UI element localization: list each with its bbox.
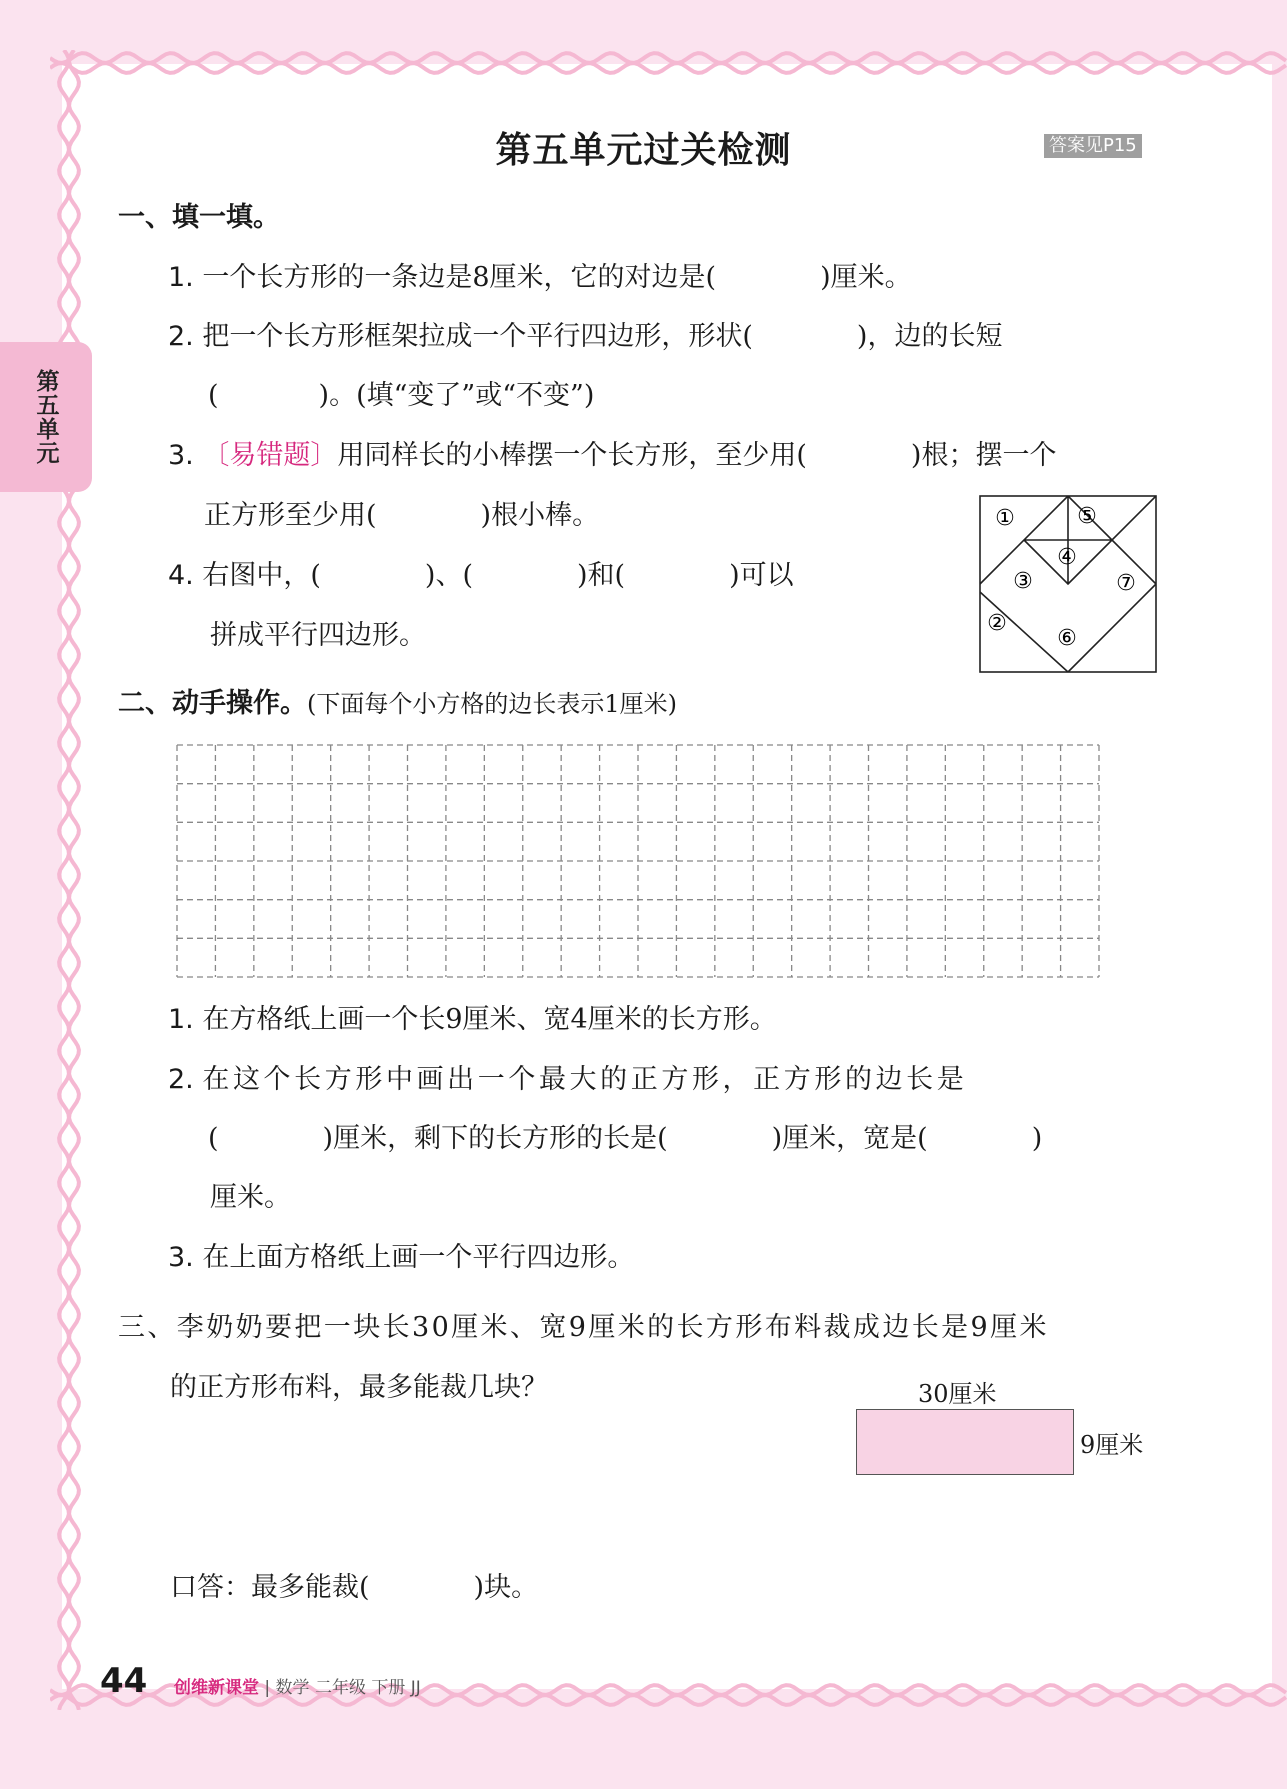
q-text: 在方格纸上画一个长9厘米、宽4厘米的长方形。 — [202, 1004, 777, 1035]
tangram-label-5: ⑤ — [1077, 504, 1097, 529]
part2-q2-line3: 厘米。 — [210, 1182, 291, 1213]
part2-note: (下面每个小方格的边长表示1厘米) — [307, 690, 677, 718]
q-text: )厘米，宽是( — [771, 1123, 928, 1154]
part1-q4-line2: 拼成平行四边形。 — [210, 620, 426, 651]
error-prone-tag: 〔易错题〕 — [202, 440, 338, 471]
unit-side-tab-label: 第五单元 — [32, 369, 59, 465]
tangram-label-3: ③ — [1013, 569, 1033, 594]
q-text: 正方形至少用( — [204, 500, 377, 531]
q-number: 4. — [168, 560, 194, 591]
q-text: )可以 — [729, 560, 794, 591]
part2-q2-line2 — [208, 1121, 1042, 1157]
part1-q2-line2 — [208, 378, 594, 414]
q-text: ) — [1031, 1123, 1043, 1154]
tangram-label-4: ④ — [1057, 545, 1077, 570]
part2-q3 — [168, 1240, 634, 1276]
fabric-width-label: 9厘米 — [1080, 1431, 1144, 1459]
part1-q2-line1 — [168, 319, 1002, 355]
tangram-label-7: ⑦ — [1116, 571, 1136, 596]
square-grid-paper[interactable] — [176, 744, 1100, 978]
q-number: 3. — [168, 440, 194, 471]
q-text: )。(填“变了”或“不变”) — [318, 380, 595, 411]
left-wave-border — [50, 50, 90, 1710]
q-text: )、( — [424, 560, 473, 591]
q-text: )和( — [576, 560, 626, 591]
footer-separator: | — [264, 1678, 271, 1698]
q-text: 用同样长的小棒摆一个长方形，至少用( — [337, 440, 807, 471]
q-text: ( — [208, 1123, 219, 1154]
page-title: 第五单元过关检测 — [495, 130, 792, 171]
footer-info — [174, 1673, 421, 1698]
q-text: )根小棒。 — [480, 500, 600, 531]
q-text: 把一个长方形框架拉成一个平行四边形，形状( — [202, 321, 753, 352]
part2-heading-line — [118, 686, 677, 722]
q-text: )根；摆一个 — [910, 440, 1057, 471]
q-text: )，边的长短 — [856, 321, 1003, 352]
q-text: 一个长方形的一条边是8厘米，它的对边是( — [202, 262, 717, 293]
tangram-label-6: ⑥ — [1057, 626, 1077, 651]
part1-q3-line1 — [168, 438, 1056, 474]
part3-line1: 三、李奶奶要把一块长30厘米、宽9厘米的长方形布料裁成边长是9厘米 — [118, 1312, 1049, 1343]
part3-line2: 的正方形布料，最多能裁几块？ — [170, 1372, 548, 1403]
fabric-rectangle — [856, 1409, 1074, 1475]
fabric-length-label: 30厘米 — [918, 1380, 997, 1408]
tangram-label-2: ② — [987, 611, 1007, 636]
q-number: 3. — [168, 1242, 194, 1273]
part2-q2-line1 — [168, 1062, 967, 1098]
q-text: 在这个长方形中画出一个最大的正方形，正方形的边长是 — [202, 1064, 968, 1095]
q-number: 2. — [168, 1064, 194, 1095]
tangram-label-1: ① — [995, 506, 1015, 531]
q-number: 1. — [168, 1004, 194, 1035]
answer-reference-badge: 答案见P15 — [1044, 134, 1142, 158]
part1-q3-line2 — [204, 498, 599, 534]
q-text: 右图中，( — [202, 560, 321, 591]
footer-book-info: 数学 二年级 下册 JJ — [275, 1678, 421, 1698]
part1-q4-line1 — [168, 558, 794, 594]
q-text: )厘米。 — [820, 262, 912, 293]
top-wave-border — [50, 44, 1287, 84]
q-number: 2. — [168, 321, 194, 352]
q-text: )块。 — [473, 1572, 539, 1603]
q-text: ( — [208, 380, 219, 411]
part1-q1 — [168, 260, 912, 296]
tangram-figure — [979, 495, 1159, 673]
q-text: 在上面方格纸上画一个平行四边形。 — [202, 1242, 635, 1273]
unit-side-tab — [0, 342, 92, 492]
oral-answer-line — [170, 1570, 538, 1606]
part2-heading: 二、动手操作。 — [118, 688, 307, 719]
q-number: 1. — [168, 262, 194, 293]
q-text: 口答：最多能裁( — [170, 1572, 370, 1603]
q-text: )厘米，剩下的长方形的长是( — [322, 1123, 668, 1154]
part1-heading: 一、填一填。 — [118, 202, 280, 233]
part2-q1 — [168, 1002, 777, 1038]
footer-brand: 创维新课堂 — [174, 1678, 259, 1698]
page-number: 44 — [100, 1661, 148, 1701]
